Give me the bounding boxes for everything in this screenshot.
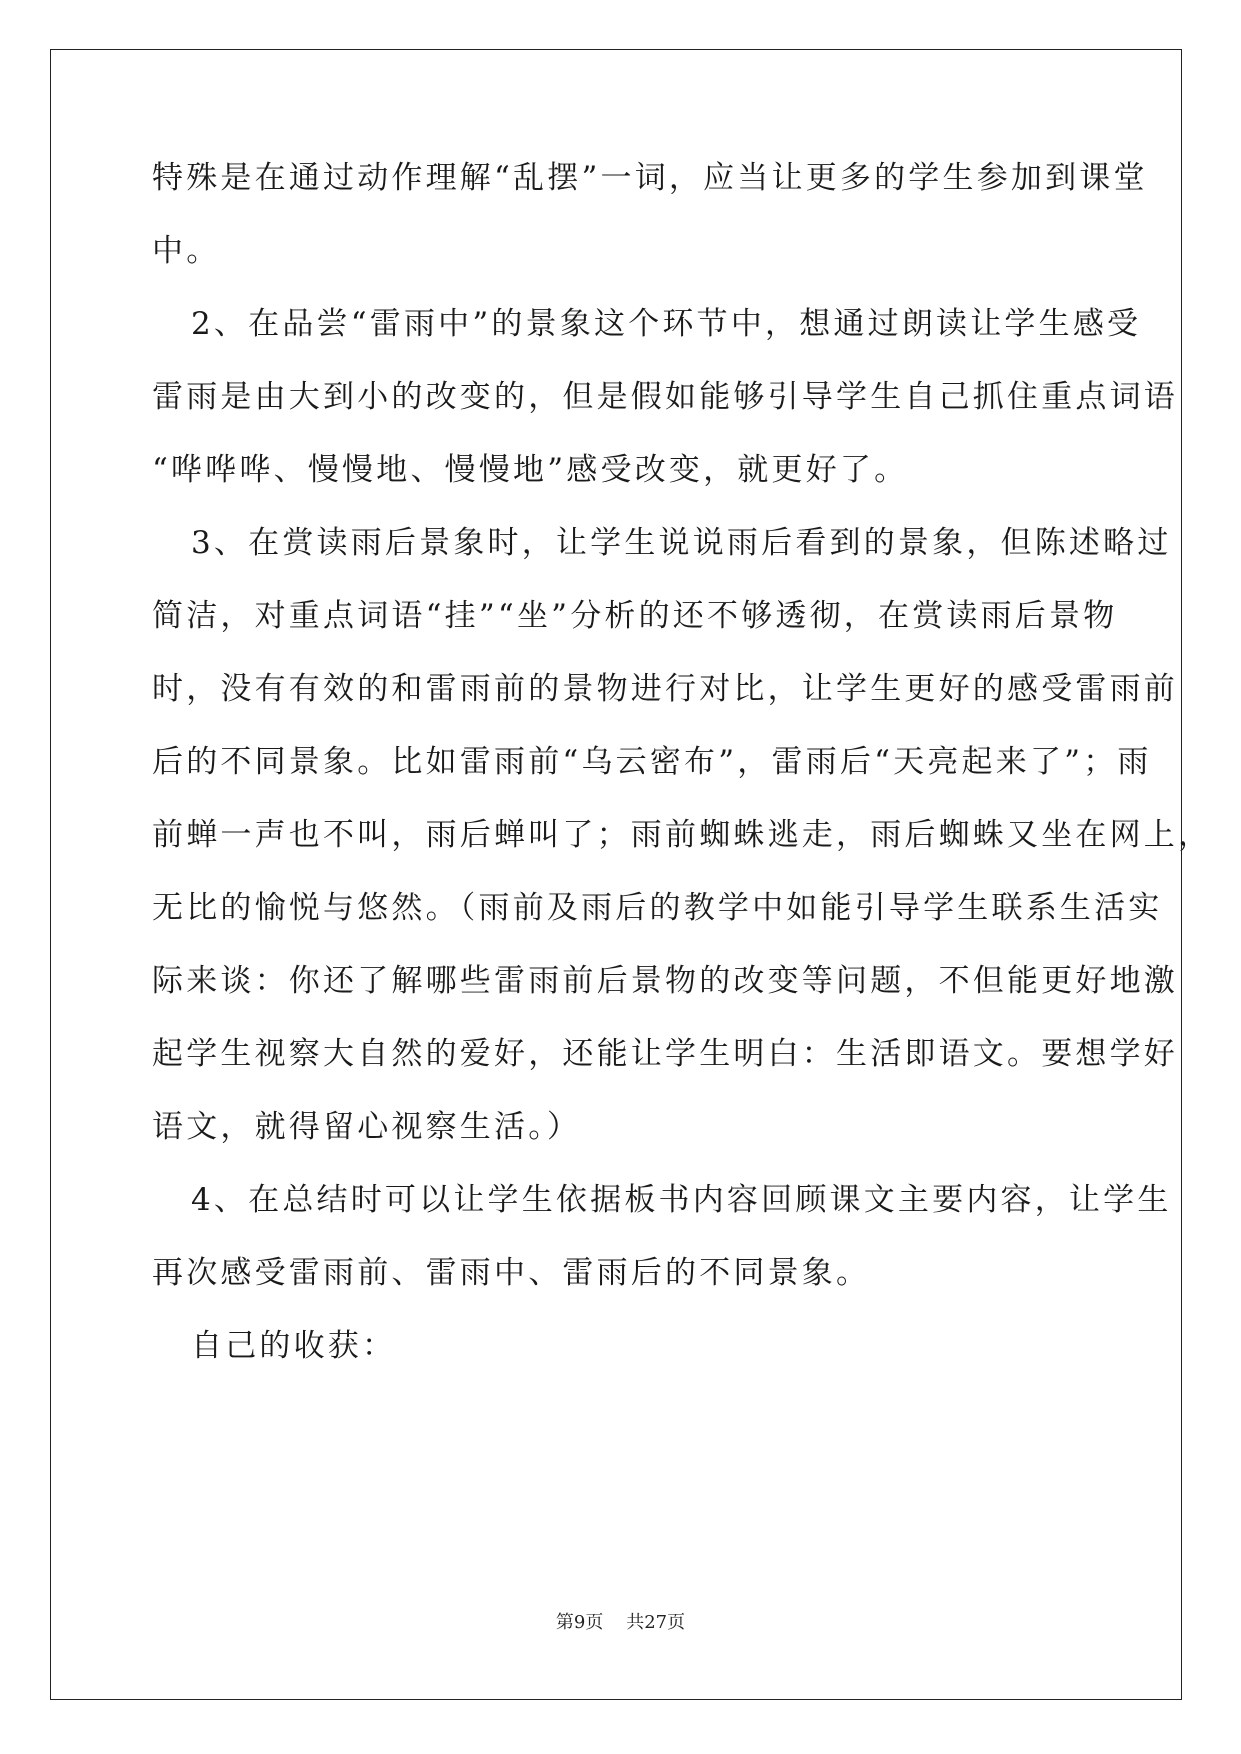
section-heading: 自己的收获： <box>191 1328 397 1364</box>
text-line: 前蝉一声也不叫，雨后蝉叫了；雨前蜘蛛逃走，雨后蜘蛛又坐在网上， <box>152 817 1213 853</box>
text-line: 再次感受雷雨前、雷雨中、雷雨后的不同景象。 <box>152 1255 871 1291</box>
paragraph-4-start: 4、在总结时可以让学生依据板书内容回顾课文主要内容，让学生 <box>191 1182 1172 1218</box>
text-line: 语文，就得留心视察生活。） <box>152 1109 582 1145</box>
text-line: 雷雨是由大到小的改变的，但是假如能够引导学生自己抓住重点词语 <box>152 379 1178 415</box>
text-line: 时，没有有效的和雷雨前的景物进行对比，让学生更好的感受雷雨前 <box>152 671 1178 707</box>
text-line: 际来谈：你还了解哪些雷雨前后景物的改变等问题，不但能更好地激 <box>152 963 1178 999</box>
text-line: 后的不同景象。比如雷雨前“乌云密布”，雷雨后“天亮起来了”；雨 <box>152 744 1152 780</box>
text-line: 简洁，对重点词语“挂”“坐”分析的还不够透彻，在赏读雨后景物 <box>152 598 1118 634</box>
text-line: 特殊是在通过动作理解“乱摆”一词，应当让更多的学生参加到课堂 <box>152 160 1148 196</box>
text-line: “哗哗哗、慢慢地、慢慢地”感受改变，就更好了。 <box>152 452 909 488</box>
page-footer <box>0 1608 1241 1634</box>
page-total: 共27页 <box>626 1612 686 1633</box>
paragraph-2-start: 2、在品尝“雷雨中”的景象这个环节中，想通过朗读让学生感受 <box>191 306 1142 342</box>
text-line: 中。 <box>152 233 221 269</box>
page-border <box>50 49 1182 1700</box>
page-number: 第9页 <box>555 1612 604 1633</box>
text-line: 起学生视察大自然的爱好，还能让学生明白：生活即语文。要想学好 <box>152 1036 1178 1072</box>
text-line: 无比的愉悦与悠然。（雨前及雨后的教学中如能引导学生联系生活实 <box>152 890 1163 926</box>
paragraph-3-start: 3、在赏读雨后景象时，让学生说说雨后看到的景象，但陈述略过 <box>191 525 1172 561</box>
